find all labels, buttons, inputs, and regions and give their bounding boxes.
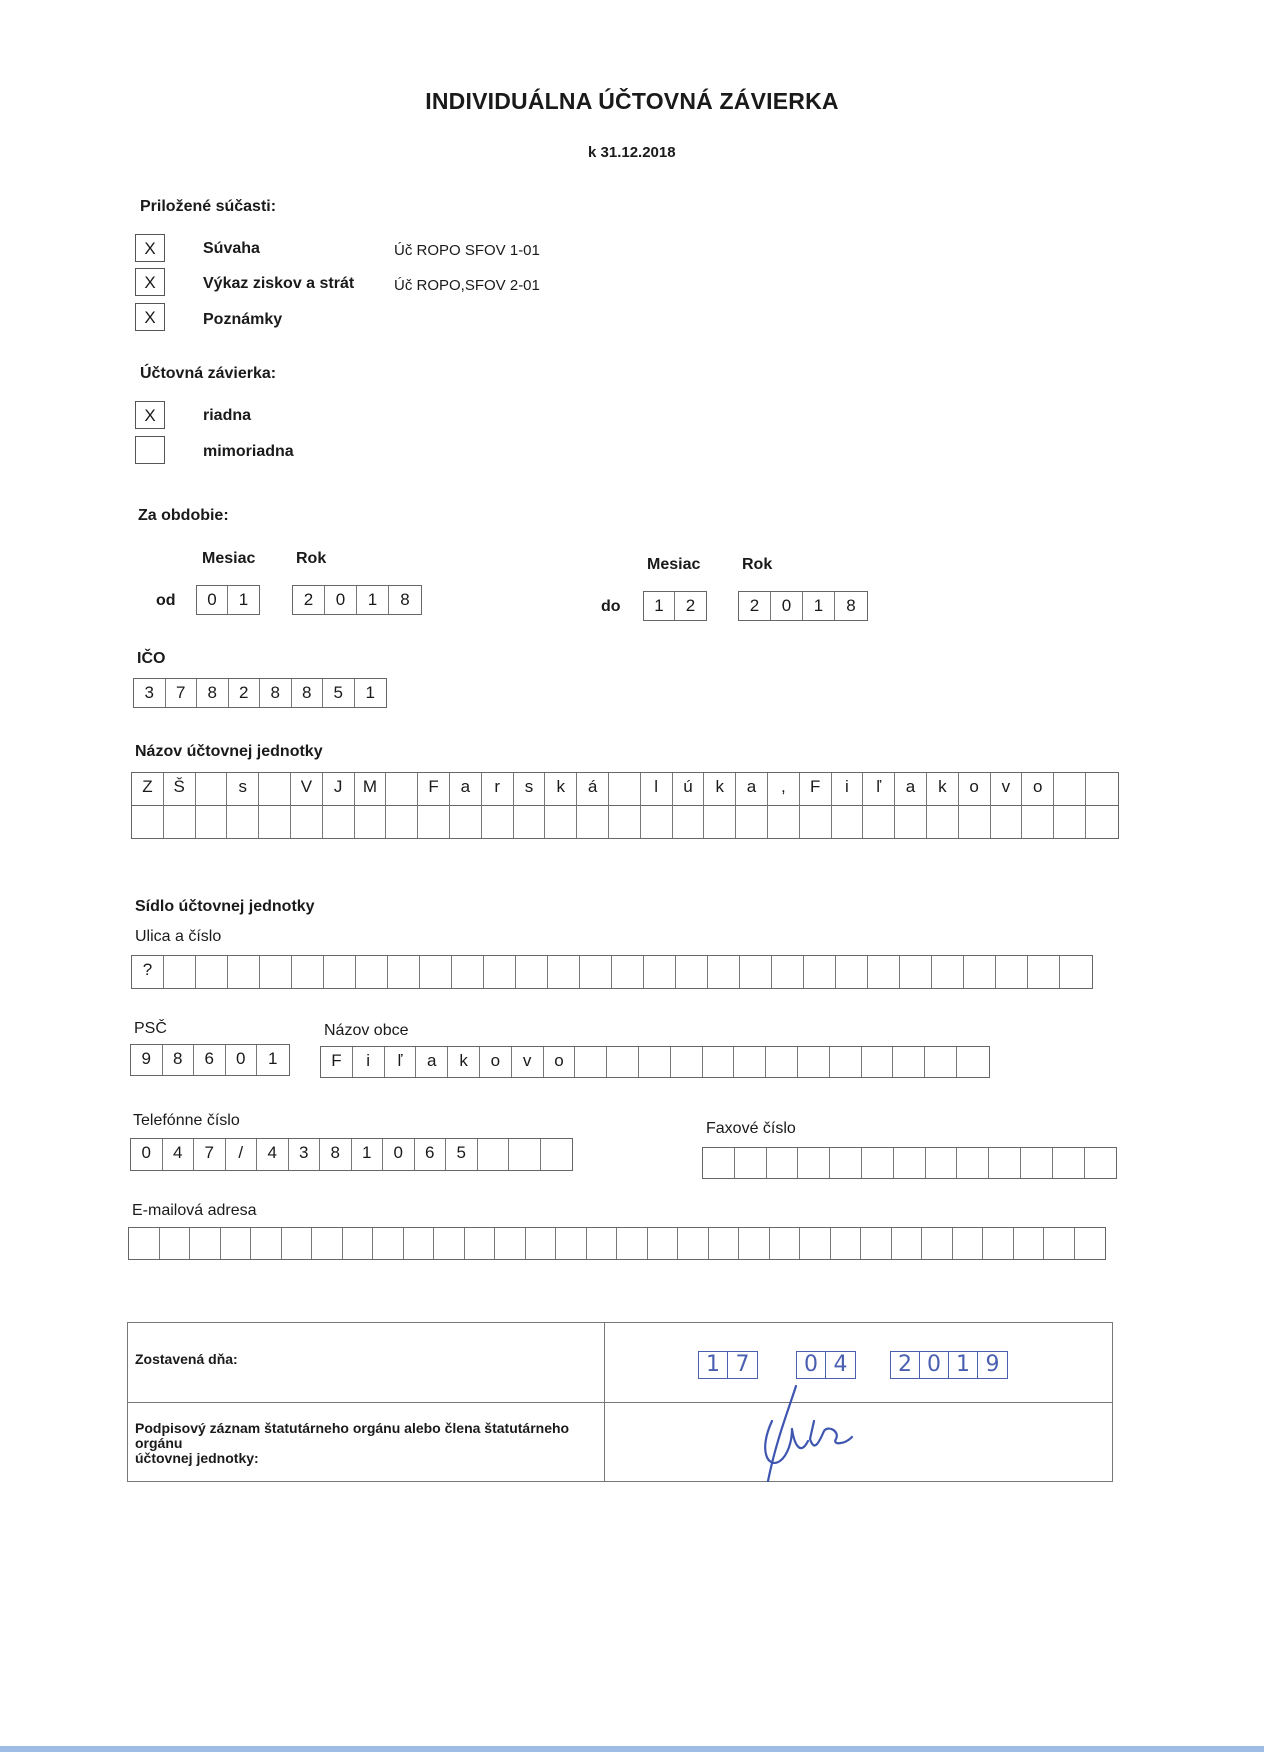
form-cell: 2: [739, 592, 771, 620]
form-cell: [959, 805, 991, 838]
attachment-name: Poznámky: [203, 311, 283, 328]
form-cell: [404, 1228, 435, 1259]
form-cell: [355, 805, 387, 838]
form-cell: 0: [771, 592, 803, 620]
form-cell: i: [832, 773, 864, 805]
form-cell: [190, 1228, 221, 1259]
form-cell: 0: [131, 1139, 163, 1170]
attachment-code: Úč ROPO SFOV 1-01: [394, 242, 540, 259]
form-cell: [831, 1228, 862, 1259]
form-cell: [868, 956, 900, 988]
compiled-month[interactable]: [796, 1351, 856, 1379]
form-cell: 0: [226, 1045, 258, 1075]
form-cell: [373, 1228, 404, 1259]
form-cell: [577, 805, 609, 838]
form-cell: [1086, 773, 1118, 805]
to-label: do: [601, 598, 621, 615]
form-cell: o: [480, 1047, 512, 1077]
form-cell: [734, 1047, 766, 1077]
form-cell: [129, 1228, 160, 1259]
form-cell: [964, 956, 996, 988]
form-cell: [671, 1047, 703, 1077]
form-cell: [452, 956, 484, 988]
closing-name: mimoriadna: [203, 443, 294, 460]
form-cell: 8: [292, 679, 324, 707]
form-cell: [836, 956, 868, 988]
form-cell: [418, 805, 450, 838]
form-cell: [767, 1148, 799, 1178]
form-cell: 9: [131, 1045, 163, 1075]
sign-label-line-2: účtovnej jednotky:: [135, 1450, 259, 1466]
email-cells[interactable]: [128, 1227, 1106, 1260]
form-cell: [526, 1228, 557, 1259]
form-cell: [292, 956, 324, 988]
form-cell: 6: [194, 1045, 226, 1075]
form-cell: [932, 956, 964, 988]
form-cell: s: [227, 773, 259, 805]
form-cell: [1028, 956, 1060, 988]
form-cell: [420, 956, 452, 988]
form-cell: [556, 1228, 587, 1259]
to-month-label: Mesiac: [647, 556, 701, 573]
psc-cells[interactable]: [130, 1044, 290, 1076]
form-cell: [228, 956, 260, 988]
form-cell: [739, 1228, 770, 1259]
closing-name: riadna: [203, 407, 252, 424]
form-cell: [196, 773, 228, 805]
to-month-cells[interactable]: [643, 591, 707, 621]
date-digit: 1: [699, 1352, 728, 1378]
sign-label-line-1: Podpisový záznam štatutárneho orgánu alebo člena štatutárneho orgánu: [135, 1420, 570, 1451]
form-cell: [609, 805, 641, 838]
from-month-cells[interactable]: [196, 585, 260, 615]
document-date: k 31.12.2018: [588, 144, 676, 161]
form-cell: 2: [685, 596, 696, 615]
signature-table: [127, 1322, 1113, 1482]
form-cell: v: [512, 1047, 544, 1077]
form-cell: a: [895, 773, 927, 805]
form-cell: 0: [325, 586, 357, 614]
form-cell: [703, 1148, 735, 1178]
form-cell: [282, 1228, 313, 1259]
form-cell: [312, 1228, 343, 1259]
form-cell: o: [544, 1047, 576, 1077]
form-cell: [1086, 805, 1118, 838]
form-cell: [509, 1139, 541, 1170]
form-cell: [895, 805, 927, 838]
form-cell: 8: [197, 679, 229, 707]
checkbox-poznamky[interactable]: X: [135, 303, 165, 331]
form-cell: [641, 805, 673, 838]
sign-label: [135, 1421, 605, 1466]
compiled-day[interactable]: [698, 1351, 758, 1379]
form-cell: 1: [238, 590, 249, 609]
attachments-label: Priložené súčasti:: [140, 198, 277, 215]
form-cell: 0: [383, 1139, 415, 1170]
form-cell: [1054, 805, 1086, 838]
form-cell: 4: [163, 1139, 195, 1170]
form-cell: [678, 1228, 709, 1259]
form-cell: 8: [846, 596, 856, 615]
form-cell: [861, 1228, 892, 1259]
form-cell: 3: [134, 679, 166, 707]
form-cell: [676, 956, 708, 988]
form-cell: 8: [260, 679, 292, 707]
form-cell: 1: [268, 1049, 278, 1068]
form-cell: á: [577, 773, 609, 805]
period-label: Za obdobie:: [138, 507, 229, 524]
form-cell: [251, 1228, 282, 1259]
street-cells[interactable]: [131, 955, 1093, 989]
form-cell: [465, 1228, 496, 1259]
entity-name-row-1[interactable]: [131, 772, 1119, 806]
form-cell: [617, 1228, 648, 1259]
fax-cells[interactable]: [702, 1147, 1117, 1179]
form-cell: a: [736, 773, 768, 805]
form-cell: [580, 956, 612, 988]
date-digit: 0: [797, 1352, 826, 1378]
form-cell: [323, 805, 355, 838]
form-cell: s: [514, 773, 546, 805]
compiled-year[interactable]: [890, 1351, 1008, 1379]
form-cell: [892, 1228, 923, 1259]
form-cell: 5: [323, 679, 355, 707]
form-cell: 1: [644, 592, 675, 620]
form-cell: [927, 805, 959, 838]
form-cell: 1: [365, 683, 375, 702]
ico-cells[interactable]: [133, 678, 387, 708]
form-cell: [160, 1228, 191, 1259]
form-cell: [484, 956, 516, 988]
form-cell: [862, 1148, 894, 1178]
document-title: INDIVIDUÁLNA ÚČTOVNÁ ZÁVIERKA: [425, 88, 839, 114]
attachment-name: Súvaha: [203, 240, 260, 257]
form-cell: [164, 805, 196, 838]
form-cell: [957, 1148, 989, 1178]
page-edge: [0, 1746, 1264, 1752]
date-digit: 4: [833, 1352, 848, 1377]
form-cell: [164, 956, 196, 988]
form-cell: [798, 1047, 830, 1077]
form-cell: [893, 1047, 925, 1077]
from-year-label: Rok: [296, 550, 327, 567]
form-cell: 5: [446, 1139, 478, 1170]
form-cell: [766, 1047, 798, 1077]
entity-name-row-2[interactable]: [131, 805, 1119, 839]
form-cell: [708, 956, 740, 988]
from-year-cells[interactable]: [292, 585, 422, 615]
form-cell: [639, 1047, 671, 1077]
date-digit: 2: [891, 1352, 920, 1378]
form-cell: [221, 1228, 252, 1259]
phone-label: Telefónne číslo: [133, 1112, 240, 1129]
form-cell: [291, 805, 323, 838]
form-cell: [673, 805, 705, 838]
form-cell: 4: [257, 1139, 289, 1170]
form-cell: V: [291, 773, 323, 805]
form-cell: 7: [166, 679, 198, 707]
date-digit: 0: [920, 1352, 949, 1378]
form-cell: k: [704, 773, 736, 805]
form-cell: [1054, 773, 1086, 805]
form-cell: ľ: [863, 773, 895, 805]
form-cell: [514, 805, 546, 838]
form-cell: [709, 1228, 740, 1259]
form-cell: /: [226, 1139, 258, 1170]
form-cell: 1: [352, 1139, 384, 1170]
form-cell: ?: [132, 956, 164, 988]
form-cell: 2: [293, 586, 325, 614]
form-cell: 1: [357, 586, 389, 614]
form-cell: o: [1022, 773, 1054, 805]
form-cell: [736, 805, 768, 838]
form-cell: ,: [768, 773, 800, 805]
date-digit: 7: [735, 1352, 750, 1377]
form-cell: k: [448, 1047, 480, 1077]
form-cell: [612, 956, 644, 988]
form-cell: 6: [415, 1139, 447, 1170]
from-month-label: Mesiac: [202, 550, 256, 567]
email-label: E-mailová adresa: [132, 1202, 257, 1219]
form-cell: [386, 773, 418, 805]
form-cell: i: [353, 1047, 385, 1077]
form-cell: [495, 1228, 526, 1259]
form-cell: [830, 1148, 862, 1178]
form-cell: 2: [229, 679, 261, 707]
form-cell: 0: [197, 586, 228, 614]
form-cell: [575, 1047, 607, 1077]
form-cell: [324, 956, 356, 988]
form-cell: l: [641, 773, 673, 805]
form-cell: [770, 1228, 801, 1259]
form-cell: F: [418, 773, 450, 805]
form-cell: 8: [320, 1139, 352, 1170]
city-label: Názov obce: [324, 1022, 409, 1039]
form-cell: [587, 1228, 618, 1259]
form-cell: [768, 805, 800, 838]
form-cell: [922, 1228, 953, 1259]
entity-name-label: Názov účtovnej jednotky: [135, 743, 323, 760]
form-cell: ľ: [385, 1047, 417, 1077]
form-cell: [516, 956, 548, 988]
form-cell: [926, 1148, 958, 1178]
form-cell: a: [416, 1047, 448, 1077]
form-cell: [740, 956, 772, 988]
form-cell: 8: [400, 590, 410, 609]
form-cell: [1022, 805, 1054, 838]
form-cell: [644, 956, 676, 988]
street-label: Ulica a číslo: [135, 928, 222, 945]
seat-label: Sídlo účtovnej jednotky: [135, 898, 315, 915]
form-cell: [541, 1139, 573, 1170]
form-cell: 3: [289, 1139, 321, 1170]
form-cell: [804, 956, 836, 988]
form-cell: [800, 1228, 831, 1259]
form-cell: [478, 1139, 510, 1170]
form-cell: [1014, 1228, 1045, 1259]
form-cell: [798, 1148, 830, 1178]
fax-label: Faxové číslo: [706, 1120, 796, 1137]
phone-cells[interactable]: [130, 1138, 573, 1171]
form-cell: r: [482, 773, 514, 805]
form-cell: M: [355, 773, 387, 805]
form-cell: [607, 1047, 639, 1077]
checkbox-mimoriadna[interactable]: [135, 436, 165, 464]
compiled-label: Zostavená dňa:: [135, 1351, 238, 1367]
form-cell: a: [450, 773, 482, 805]
form-cell: [609, 773, 641, 805]
form-cell: 7: [194, 1139, 226, 1170]
form-cell: F: [800, 773, 832, 805]
form-cell: [388, 956, 420, 988]
checkbox-vykaz[interactable]: X: [135, 268, 165, 296]
psc-label: PSČ: [134, 1020, 167, 1037]
form-cell: [1075, 1228, 1106, 1259]
form-cell: [772, 956, 804, 988]
checkbox-riadna[interactable]: X: [135, 401, 165, 429]
form-cell: [1053, 1148, 1085, 1178]
form-cell: [196, 956, 228, 988]
from-label: od: [156, 592, 176, 609]
form-cell: [132, 805, 164, 838]
form-cell: [989, 1148, 1021, 1178]
form-cell: [356, 956, 388, 988]
date-digit: 9: [985, 1352, 1000, 1377]
form-cell: Z: [132, 773, 164, 805]
form-cell: [1021, 1148, 1053, 1178]
form-cell: [482, 805, 514, 838]
form-cell: [227, 805, 259, 838]
form-cell: [925, 1047, 957, 1077]
form-cell: F: [321, 1047, 353, 1077]
form-cell: [862, 1047, 894, 1077]
attachment-code: Úč ROPO,SFOV 2-01: [394, 277, 540, 294]
attachment-name: Výkaz ziskov a strát: [203, 275, 355, 292]
form-cell: [196, 805, 228, 838]
form-cell: [548, 956, 580, 988]
form-cell: [260, 956, 292, 988]
form-cell: [545, 805, 577, 838]
form-cell: [830, 1047, 862, 1077]
form-cell: [991, 805, 1023, 838]
form-cell: [800, 805, 832, 838]
form-cell: [900, 956, 932, 988]
form-cell: o: [959, 773, 991, 805]
form-cell: J: [323, 773, 355, 805]
handwritten-signature: [748, 1381, 908, 1491]
form-cell: [735, 1148, 767, 1178]
form-cell: v: [991, 773, 1023, 805]
closing-label: Účtovná závierka:: [140, 365, 277, 382]
form-cell: [983, 1228, 1014, 1259]
form-cell: [832, 805, 864, 838]
form-cell: [957, 1047, 989, 1077]
form-cell: [863, 805, 895, 838]
form-cell: [894, 1148, 926, 1178]
form-cell: 8: [163, 1045, 195, 1075]
form-cell: Š: [164, 773, 196, 805]
form-cell: [343, 1228, 374, 1259]
form-cell: [259, 805, 291, 838]
date-digit: 1: [949, 1352, 978, 1378]
form-cell: [953, 1228, 984, 1259]
form-cell: [703, 1047, 735, 1077]
city-cells[interactable]: [320, 1046, 990, 1078]
form-cell: [259, 773, 291, 805]
form-cell: k: [927, 773, 959, 805]
ico-label: IČO: [137, 650, 166, 667]
checkbox-suvaha[interactable]: X: [135, 234, 165, 262]
form-cell: 1: [803, 592, 835, 620]
form-cell: k: [545, 773, 577, 805]
to-year-label: Rok: [742, 556, 773, 573]
form-cell: [1044, 1228, 1075, 1259]
form-cell: [434, 1228, 465, 1259]
form-cell: [704, 805, 736, 838]
form-cell: [1085, 1148, 1117, 1178]
form-cell: [648, 1228, 679, 1259]
form-cell: [1060, 956, 1092, 988]
form-cell: ú: [673, 773, 705, 805]
form-cell: [996, 956, 1028, 988]
form-cell: [386, 805, 418, 838]
to-year-cells[interactable]: [738, 591, 868, 621]
form-cell: [450, 805, 482, 838]
